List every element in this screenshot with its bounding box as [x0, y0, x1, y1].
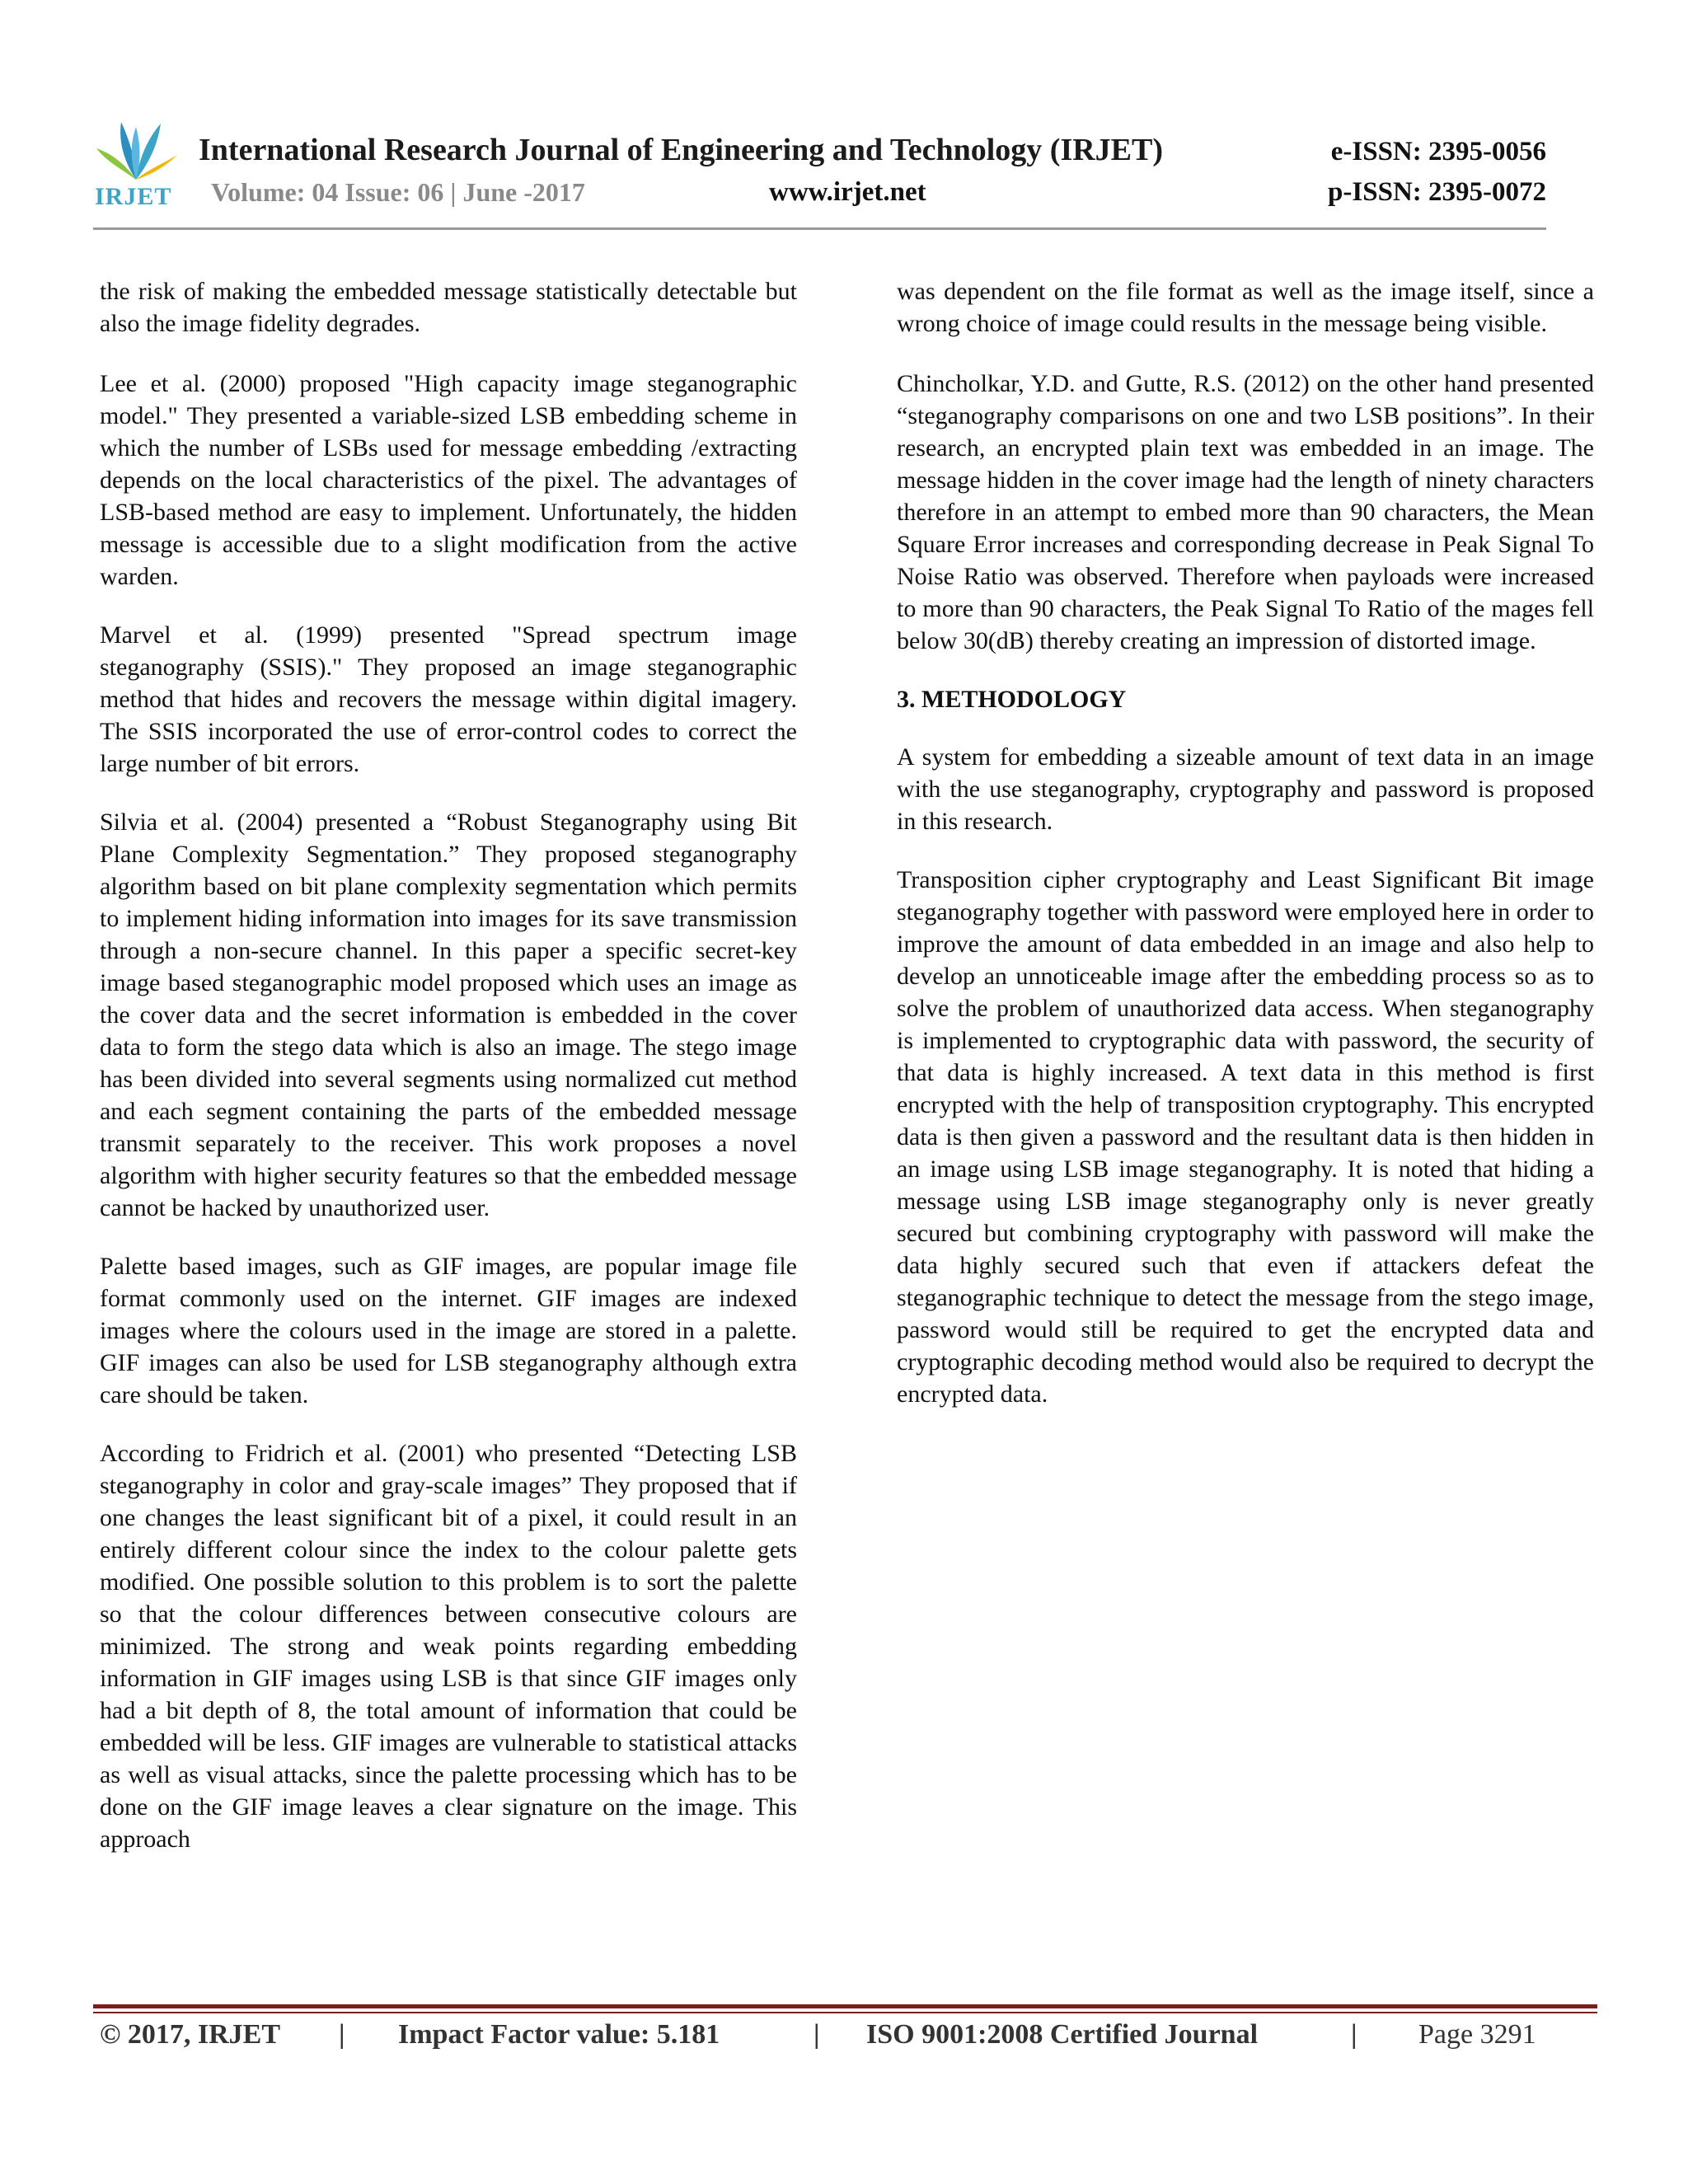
- paragraph: the risk of making the embedded message statistically detectable but also the image fidelity degrades.: [100, 278, 797, 337]
- journal-title: International Research Journal of Engineering and Technology (IRJET): [199, 133, 1164, 167]
- irjet-leaf-logo-icon: [93, 115, 180, 185]
- paragraph: A system for embedding a sizeable amount of text data in an image with the use steganography, cryptography and password is proposed in this research.: [897, 743, 1594, 835]
- header-divider: [93, 227, 1546, 230]
- footer-separator: |: [814, 2019, 820, 2050]
- footer-divider: [93, 2004, 1597, 2008]
- paragraph: Chincholkar, Y.D. and Gutte, R.S. (2012) on the other hand presented “steganography comparisons on one and two LSB positions”. In their research, an encrypted plain text was embedded in an image. The message hidden in the cover image had the length of ninety characters therefore in an attempt to embed more than 90 characters, the Mean Square Error increases and corresponding decrease in Peak Signal To Noise Ratio was observed. Therefore when payloads were increased to more than 90 characters, the Peak Signal To Ratio of the mages fell below 30(dB) thereby creating an impression of distorted image.: [897, 370, 1594, 654]
- paragraph: Lee et al. (2000) proposed "High capacity image steganographic model." They presented a variable-sized LSB embedding scheme in which the number of LSBs used for message embedding /extracting depends on the local characteristics of the pixel. The advantages of LSB-based method are easy to implement. Unfortunately, the hidden message is accessible due to a slight modification from the active warden.: [100, 370, 797, 590]
- paragraph: Palette based images, such as GIF images, are popular image file format commonly used on the internet. GIF images are indexed images where the colours used in the image are stored in a palette. GIF images can also be used for LSB steganography although extra care should be taken.: [100, 1253, 797, 1408]
- footer-separator: |: [1351, 2019, 1357, 2050]
- iso-certification: ISO 9001:2008 Certified Journal: [866, 2019, 1259, 2050]
- page-footer: [100, 2019, 1559, 2069]
- footer-separator: |: [339, 2019, 345, 2050]
- left-column: [100, 275, 797, 1882]
- page-header: [93, 115, 1546, 227]
- copyright: © 2017, IRJET: [100, 2019, 281, 2050]
- paragraph: According to Fridrich et al. (2001) who presented “Detecting LSB steganography in color and gray-scale images” They proposed that if one changes the least significant bit of a pixel, it could result in an entirely different colour since the index to the colour palette gets modified. One possible solution to this problem is to sort the palette so that the colour differences between consecutive colours are minimized. The strong and weak points regarding embedding information in GIF images using LSB is that since GIF images only had a bit depth of 8, the total amount of information that could be embedded will be less. GIF images are vulnerable to statistical attacks as well as visual attacks, since the palette processing which has to be done on the GIF image leaves a clear signature on the image. This approach: [100, 1440, 797, 1853]
- logo-text: IRJET: [95, 183, 172, 210]
- paragraph: Transposition cipher cryptography and Least Significant Bit image steganography together with password were employed here in order to improve the amount of data embedded in an image and also help to develop an unnoticeable image after the embedding process so as to solve the problem of unauthorized data access. When steganography is implemented to cryptographic data with password, the security of that data is highly increased. A text data in this method is first encrypted with the help of transposition cryptography. This encrypted data is then given a password and the resultant data is then hidden in an image using LSB image steganography. It is noted that hiding a message using LSB image steganography only is never greatly secured but combining cryptography with password will make the data highly secured such that even if attackers defeat the steganographic technique to detect the message from the stego image, password would still be required to get the encrypted data and cryptographic decoding method would also be required to decrypt the encrypted data.: [897, 866, 1594, 1408]
- page-number: Page 3291: [1418, 2019, 1536, 2050]
- paragraph: Silvia et al. (2004) presented a “Robust Steganography using Bit Plane Complexity Segmentation.” They proposed steganography algorithm based on bit plane complexity segmentation which permits to implement hiding information into images for its save transmission through a non-secure channel. In this paper a specific secret-key image based steganographic model proposed which uses an image as the cover data and the secret information is embedded in the cover data to form the stego data which is also an image. The stego image has been divided into several segments using normalized cut method and each segment containing the parts of the embedded message transmit separately to the receiver. This work proposes a novel algorithm with higher security features so that the embedded message cannot be hacked by unauthorized user.: [100, 808, 797, 1221]
- journal-website-link[interactable]: www.irjet.net: [769, 177, 926, 207]
- section-heading: 3. METHODOLOGY: [897, 686, 1127, 713]
- right-column: [897, 275, 1594, 1436]
- e-issn: e-ISSN: 2395-0056: [1330, 137, 1546, 166]
- volume-info: Volume: 04 Issue: 06 | June -2017: [211, 177, 585, 207]
- paragraph: was dependent on the file format as well as the image itself, since a wrong choice of image could results in the message being visible.: [897, 278, 1594, 337]
- irjet-logo: [93, 115, 180, 214]
- footer-divider-thin: [93, 2012, 1597, 2013]
- p-issn: p-ISSN: 2395-0072: [1328, 177, 1546, 207]
- paragraph: Marvel et al. (1999) presented "Spread spectrum image steganography (SSIS)." They proposed an image steganographic method that hides and recovers the message within digital imagery. The SSIS incorporated the use of error-control codes to correct the large number of bit errors.: [100, 621, 797, 777]
- impact-factor: Impact Factor value: 5.181: [398, 2019, 720, 2050]
